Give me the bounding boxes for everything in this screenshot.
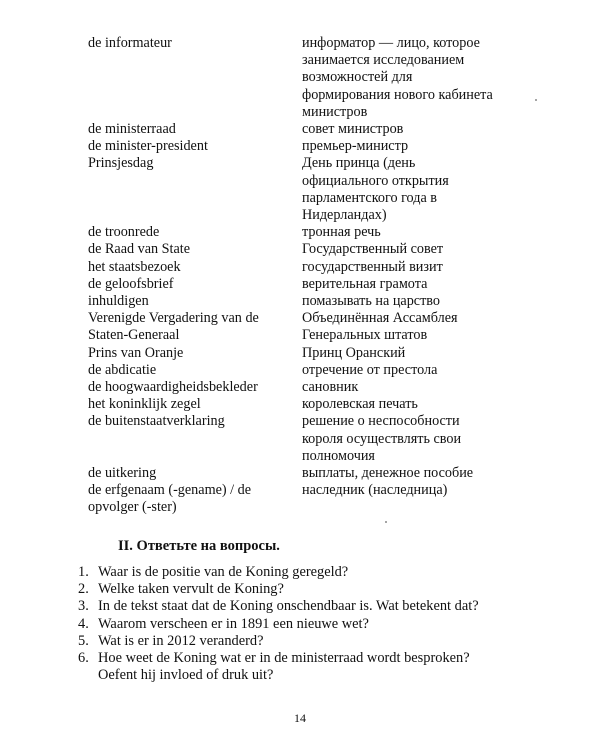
- question-text-line: In de tekst staat dat de Koning onschendbaar is. Wat betekent dat?: [98, 598, 479, 615]
- dutch-term: [88, 482, 302, 516]
- question-text: [98, 581, 548, 598]
- question-text-line: Oefent hij invloed of druk uit?: [98, 667, 274, 684]
- russian-translation: [302, 362, 514, 379]
- russian-translation: [302, 293, 514, 310]
- question-number: 1.: [78, 564, 89, 580]
- vocab-row: [88, 345, 518, 362]
- page-number: 14: [294, 711, 306, 725]
- dutch-term: [88, 362, 302, 379]
- russian-translation: [302, 138, 514, 155]
- russian-translation-line: наследник (наследница): [302, 482, 448, 499]
- vocab-row: [88, 465, 518, 482]
- scan-speck: [385, 521, 387, 523]
- vocab-row: [88, 138, 518, 155]
- russian-translation-line: государственный визит: [302, 258, 443, 275]
- dutch-term-line: de erfgenaam (-gename) / de: [88, 482, 252, 499]
- russian-translation-line: формирования нового кабинета: [302, 86, 493, 103]
- vocab-row: [88, 362, 518, 379]
- russian-translation: [302, 35, 514, 121]
- dutch-term-line: de ministerraad: [88, 121, 176, 138]
- vocab-row: [88, 310, 518, 344]
- russian-translation-line: День принца (день: [302, 155, 416, 172]
- vocab-row: [88, 241, 518, 258]
- scan-speck: [535, 99, 537, 101]
- dutch-term-line: het koninklijk zegel: [88, 396, 201, 413]
- dutch-term-line: de informateur: [88, 35, 172, 51]
- section-heading: II. Ответьте на вопросы.: [118, 538, 280, 554]
- russian-translation-line: возможностей для: [302, 69, 413, 86]
- dutch-term: [88, 345, 302, 362]
- vocab-row: [88, 276, 518, 293]
- russian-translation-line: полномочия: [302, 447, 375, 464]
- russian-translation-line: помазывать на царство: [302, 293, 441, 310]
- russian-translation-line: верительная грамота: [302, 275, 428, 292]
- vocab-row: [88, 155, 518, 224]
- russian-translation-line: министров: [302, 103, 368, 120]
- russian-translation-line: короля осуществлять свои: [302, 430, 462, 447]
- russian-translation-line: Объединённая Ассамблея: [302, 310, 458, 327]
- dutch-term: [88, 276, 302, 293]
- russian-translation: [302, 224, 514, 241]
- vocab-row: [88, 293, 518, 310]
- question-text: [98, 616, 548, 633]
- russian-translation-line: тронная речь: [302, 224, 381, 241]
- vocab-row: [88, 413, 518, 465]
- vocab-row: [88, 396, 518, 413]
- russian-translation-line: премьер-министр: [302, 138, 409, 155]
- dutch-term-line: Prins van Oranje: [88, 344, 184, 361]
- russian-translation-line: Принц Оранский: [302, 344, 406, 361]
- question-text-line: Welke taken vervult de Koning?: [98, 581, 284, 598]
- russian-translation-line: отречение от престола: [302, 361, 438, 378]
- vocabulary-list: [88, 35, 518, 517]
- dutch-term: [88, 396, 302, 413]
- dutch-term: [88, 241, 302, 258]
- russian-translation-line: Государственный совет: [302, 241, 444, 258]
- dutch-term: [88, 310, 302, 344]
- russian-translation-line: сановник: [302, 379, 359, 396]
- question-number: 2.: [78, 581, 89, 598]
- dutch-term-line: de troonrede: [88, 224, 160, 241]
- dutch-term-line: Verenigde Vergadering van de: [88, 310, 259, 327]
- question-text-line: Wat is er in 2012 veranderd?: [98, 632, 264, 649]
- question-text: [98, 564, 548, 581]
- russian-translation: [302, 413, 514, 465]
- russian-translation: [302, 396, 514, 413]
- question-text: [98, 650, 548, 684]
- russian-translation-line: Генеральных штатов: [302, 327, 428, 344]
- russian-translation: [302, 121, 514, 138]
- dutch-term: [88, 413, 302, 465]
- question-text-line: Waar is de positie van de Koning geregeld?: [98, 564, 349, 580]
- dutch-term: [88, 138, 302, 155]
- dutch-term-line: het staatsbezoek: [88, 258, 181, 275]
- russian-translation: [302, 465, 514, 482]
- vocab-row: [88, 379, 518, 396]
- question-item: [78, 581, 548, 598]
- question-number: 3.: [78, 598, 89, 615]
- russian-translation-line: занимается исследованием: [302, 52, 465, 69]
- dutch-term: [88, 465, 302, 482]
- question-text: [98, 598, 548, 615]
- russian-translation-line: совет министров: [302, 121, 404, 138]
- dutch-term-line: de abdicatie: [88, 361, 157, 378]
- dutch-term: [88, 293, 302, 310]
- vocab-row: [88, 35, 518, 121]
- dutch-term: [88, 35, 302, 121]
- russian-translation-line: парламентского года в: [302, 189, 437, 206]
- dutch-term: [88, 155, 302, 224]
- russian-translation: [302, 155, 514, 224]
- vocab-row: [88, 259, 518, 276]
- question-number: 5.: [78, 632, 89, 649]
- vocab-row: [88, 121, 518, 138]
- russian-translation-line: королевская печать: [302, 396, 418, 413]
- dutch-term-line: de minister-president: [88, 138, 208, 155]
- question-item: [78, 598, 548, 615]
- russian-translation: [302, 345, 514, 362]
- vocab-row: [88, 224, 518, 241]
- question-text-line: Hoe weet de Koning wat er in de ministerraad wordt besproken?: [98, 650, 470, 667]
- question-number: 6.: [78, 650, 89, 667]
- dutch-term-line: Staten-Generaal: [88, 327, 180, 344]
- dutch-term: [88, 259, 302, 276]
- russian-translation-line: официального открытия: [302, 172, 449, 189]
- dutch-term-line: de uitkering: [88, 465, 157, 482]
- russian-translation: [302, 310, 514, 344]
- question-item: [78, 564, 548, 581]
- russian-translation: [302, 241, 514, 258]
- dutch-term-line: de geloofsbrief: [88, 275, 174, 292]
- question-text: [98, 633, 548, 650]
- russian-translation: [302, 379, 514, 396]
- dutch-term-line: de Raad van State: [88, 241, 191, 258]
- russian-translation: [302, 482, 514, 516]
- russian-translation-line: информатор — лицо, которое: [302, 35, 480, 51]
- question-item: [78, 633, 548, 650]
- question-item: [78, 616, 548, 633]
- dutch-term-line: de hoogwaardigheidsbekleder: [88, 379, 258, 396]
- russian-translation-line: выплаты, денежное пособие: [302, 465, 474, 482]
- question-text-line: Waarom verscheen er in 1891 een nieuwe wet?: [98, 615, 369, 632]
- dutch-term-line: Prinsjesdag: [88, 155, 154, 172]
- russian-translation: [302, 276, 514, 293]
- dutch-term: [88, 379, 302, 396]
- dutch-term-line: de buitenstaatverklaring: [88, 413, 225, 430]
- vocab-row: [88, 482, 518, 516]
- dutch-term-line: opvolger (-ster): [88, 499, 177, 516]
- russian-translation-line: Нидерландах): [302, 207, 387, 224]
- russian-translation-line: решение о неспособности: [302, 413, 460, 430]
- dutch-term: [88, 224, 302, 241]
- question-number: 4.: [78, 615, 89, 632]
- question-item: [78, 650, 548, 684]
- dutch-term-line: inhuldigen: [88, 293, 149, 310]
- dutch-term: [88, 121, 302, 138]
- question-list: [78, 564, 548, 684]
- russian-translation: [302, 259, 514, 276]
